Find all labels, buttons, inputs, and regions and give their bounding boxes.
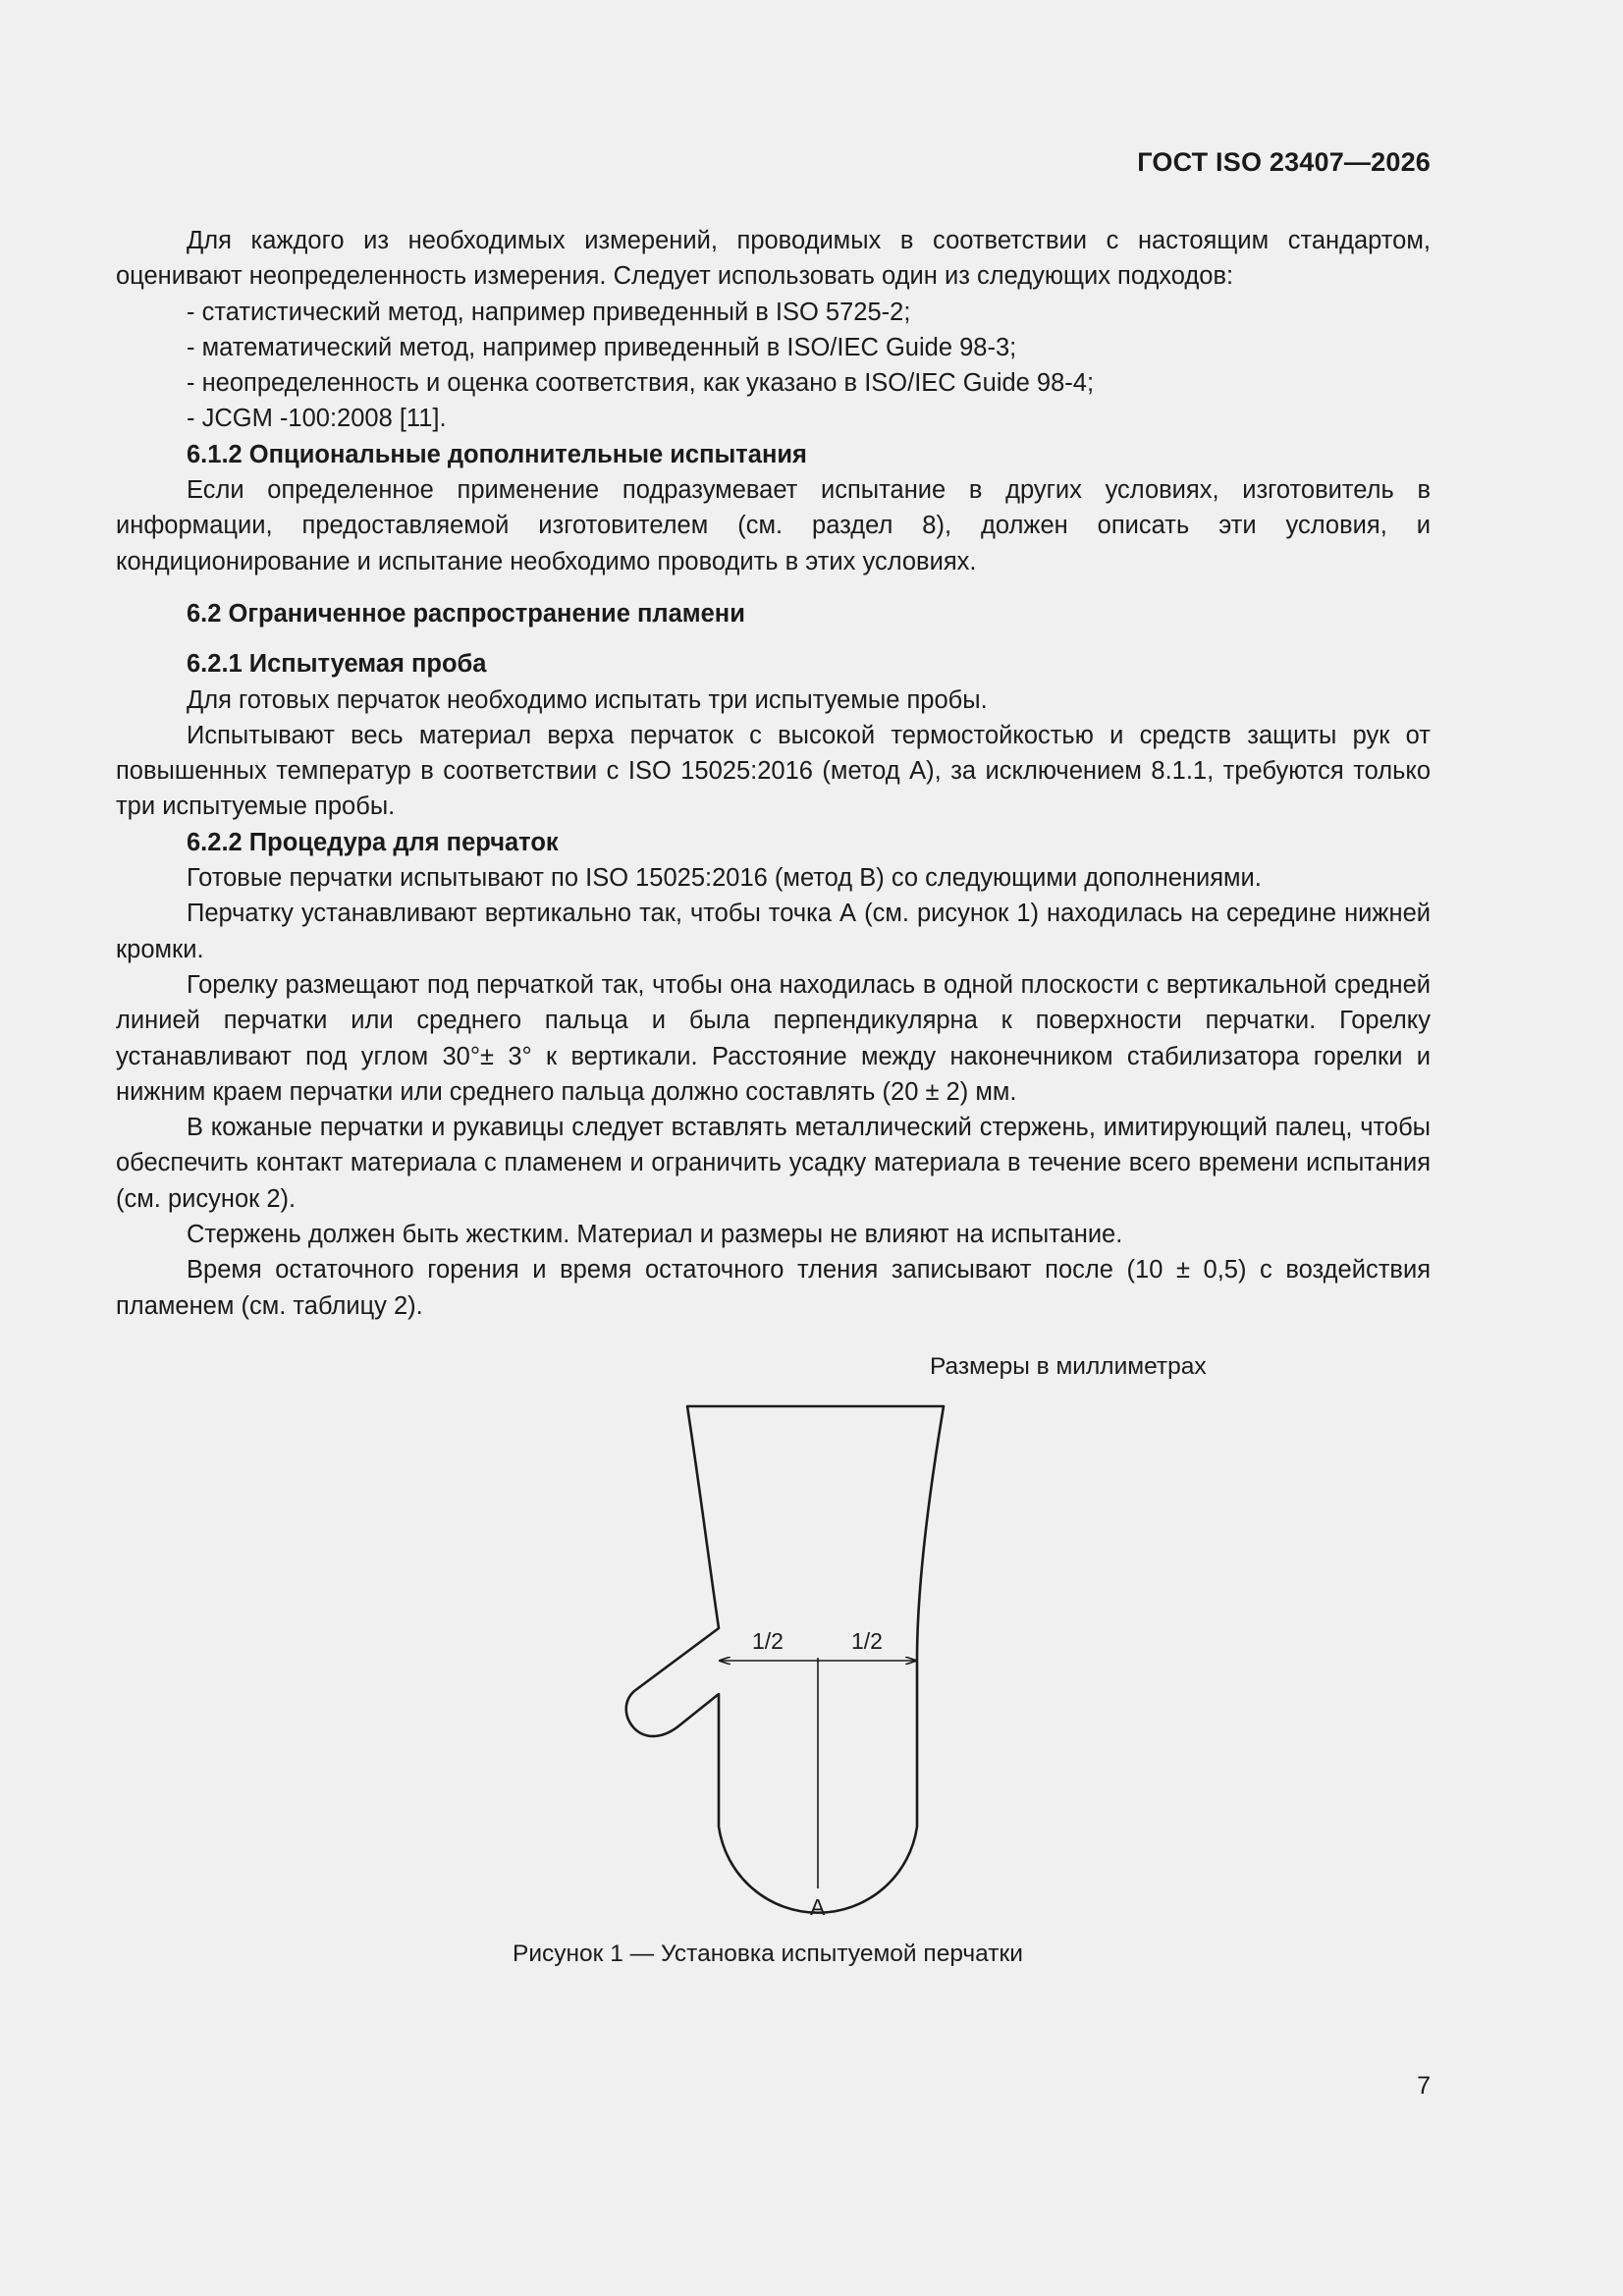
paragraph: Перчатку устанавливают вертикально так, чтобы точка А (см. рисунок 1) находилась на середине нижней кромки.	[116, 900, 1431, 963]
page-number: 7	[1417, 2072, 1431, 2100]
document-code: ГОСТ ISO 23407—2026	[1137, 147, 1431, 177]
section-heading: 6.1.2 Опциональные дополнительные испытания	[187, 440, 807, 468]
document-body	[116, 223, 1431, 1324]
paragraph: В кожаные перчатки и рукавицы следует вставлять металлический стержень, имитирующий палец, чтобы обеспечить контакт материала с пламенем и ограничить усадку материала в течение всего времени испытания (см. рисунок 2).	[116, 1114, 1431, 1213]
list-item: - математический метод, например приведенный в ISO/IEC Guide 98-3;	[187, 333, 1017, 361]
section-heading: 6.2.2 Процедура для перчаток	[187, 828, 559, 856]
figure-caption: Рисунок 1 — Установка испытуемой перчатки	[513, 1941, 1023, 1967]
dimension-label-right: 1/2	[851, 1628, 883, 1654]
paragraph: Если определенное применение подразумевает испытание в других условиях, изготовитель в информации, предоставляемой изготовителем (см. раздел 8), должен описать эти условия, и кондиционирование и испытание необходимо проводить в этих условиях.	[116, 476, 1431, 575]
dimension-label-left: 1/2	[752, 1628, 784, 1654]
paragraph: Горелку размещают под перчаткой так, чтобы она находилась в одной плоскости с вертикальной средней линией перчатки или среднего пальца и была перпендикулярна к поверхности перчатки. Горелку устанавливают под углом 30°± 3° к вертикали. Расстояние между наконечником стабилизатора горелки и нижним краем перчатки или среднего пальца должно составлять (20 ± 2) мм.	[116, 970, 1431, 1106]
paragraph: Испытывают весь материал верха перчаток с высокой термостойкостью и средств защиты рук от повышенных температур в соответствии с ISO 15025:2016 (метод А), за исключением 8.1.1, требуются только три испытуемые пробы.	[116, 721, 1431, 821]
section-heading: 6.2 Ограниченное распространение пламени	[187, 599, 745, 628]
list-item: - статистический метод, например приведенный в ISO 5725-2;	[187, 298, 911, 326]
figure-glove-setup	[589, 1394, 982, 1925]
figure-units-note: Размеры в миллиметрах	[930, 1353, 1207, 1380]
paragraph: Время остаточного горения и время остаточного тления записывают после (10 ± 0,5) с воздействия пламенем (см. таблицу 2).	[116, 1256, 1431, 1320]
paragraph: Готовые перчатки испытывают по ISO 15025:2016 (метод В) со следующими дополнениями.	[187, 864, 1262, 893]
paragraph: Для каждого из необходимых измерений, проводимых в соответствии с настоящим стандартом, оценивают неопределенность измерения. Следует использовать один из следующих подходов:	[116, 227, 1431, 291]
glove-outline	[626, 1406, 944, 1913]
glove-drawing	[589, 1394, 982, 1925]
list-item: - неопределенность и оценка соответствия, как указано в ISO/IEC Guide 98-4;	[187, 369, 1095, 398]
paragraph: Стержень должен быть жестким. Материал и размеры не влияют на испытание.	[187, 1221, 1123, 1249]
paragraph: Для готовых перчаток необходимо испытать три испытуемые пробы.	[187, 685, 988, 714]
list-item: - JCGM -100:2008 [11].	[187, 405, 447, 433]
point-a-label: А	[810, 1894, 826, 1920]
section-heading: 6.2.1 Испытуемая проба	[187, 650, 487, 679]
